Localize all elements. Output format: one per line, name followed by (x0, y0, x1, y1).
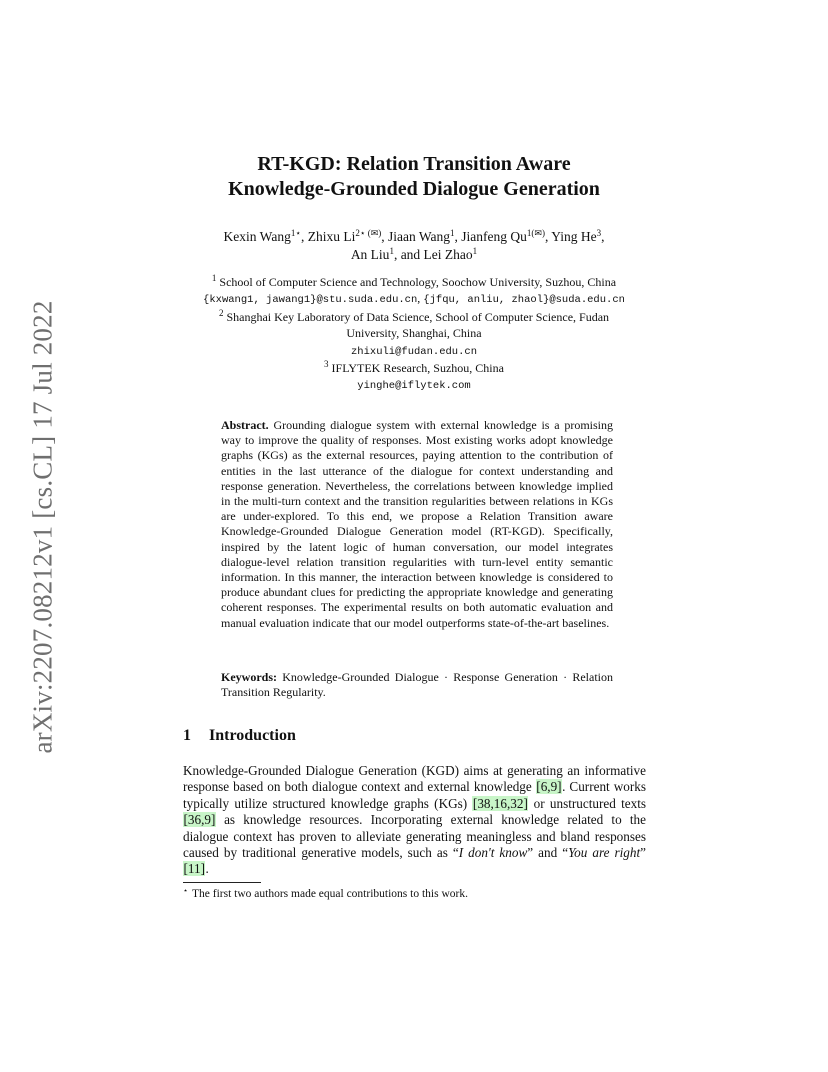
footnote-mark: ⋆ (183, 886, 189, 895)
author-name: , Zhixu Li (300, 229, 356, 244)
intro-text: ” (640, 845, 647, 861)
section-number: 1 (183, 727, 191, 744)
footnote-rule (183, 882, 261, 883)
affiliation-2-cont: University, Shanghai, China (346, 326, 482, 341)
citation-link[interactable]: [38,16,32] (472, 795, 528, 811)
affiliation-sup: 1 (211, 273, 217, 283)
keywords-text: Knowledge-Grounded Dialogue · Response Generation · Relation Transition Regularity. (221, 670, 613, 700)
affiliation-text: School of Computer Science and Technology, Soochow University, Suzhou, China (219, 275, 617, 289)
intro-text: . Current works typically utilize structured knowledge graphs (KGs) (183, 779, 646, 811)
author-sup: 1 (472, 246, 478, 256)
author-name: , Jiaan Wang (381, 229, 451, 244)
title-line-1: RT-KGD: Relation Transition Aware (257, 153, 571, 175)
author-line-1 (0, 228, 828, 246)
author-sep: , (601, 229, 605, 244)
email-link[interactable]: {kxwang1, jawang1}@stu.suda.edu.cn (203, 294, 418, 307)
section-heading (183, 727, 296, 745)
affiliation-sup: 3 (324, 359, 329, 370)
citation-link[interactable]: [36,9] (183, 812, 216, 828)
affiliation-2 (0, 309, 828, 325)
citation-link[interactable]: [11] (183, 861, 205, 877)
author-name: Kexin Wang (223, 229, 291, 244)
footnote (183, 886, 468, 900)
affiliation-1-emails (0, 290, 828, 308)
affiliation-text: Shanghai Key Laboratory of Data Science, School of Computer Science, Fudan (226, 309, 610, 324)
affiliations (0, 274, 828, 395)
intro-text: or unstructured texts (528, 795, 646, 811)
affiliation-1 (0, 274, 828, 290)
affiliation-2-email (0, 342, 828, 360)
email-link[interactable]: {jfqu, anliu, zhaol}@suda.edu.cn (423, 294, 625, 307)
author-sup: 2⋆ (✉) (355, 228, 382, 238)
intro-quote: I don't know (458, 845, 528, 861)
keywords (221, 670, 613, 700)
abstract-label: Abstract. (221, 418, 269, 432)
arxiv-id: arXiv:2207.08212v1 [cs.CL] 17 Jul 2022 (27, 300, 58, 754)
intro-quote: You are right (568, 845, 641, 861)
title-line-2: Knowledge-Grounded Dialogue Generation (228, 178, 600, 200)
email-link[interactable]: yinghe@iflytek.com (357, 380, 471, 393)
footnote-text: The first two authors made equal contributions to this work. (192, 888, 468, 900)
affiliation-3 (0, 360, 828, 376)
author-name: , Ying He (544, 229, 597, 244)
author-sup: 3 (596, 228, 602, 238)
abstract-text: Grounding dialogue system with external knowledge is a promising way to improve the quality of responses. Most existing works adopt knowledge graphs (KGs) as the external resources, paying attention to the contribution of entities in the last utterance of the dialogue for context understanding and response generation. Nevertheless, the correlations between knowledge implied in the multi-turn context and the transition regularities between relations in KGs are under-explored. To this end, we propose a Relation Transition aware Knowledge-Grounded Dialogue Generation model (RT-KGD). Specifically, inspired by the latent logic of human conversation, our model integrates dialogue-level relation transition regularities with turn-level entity semantic information. In this manner, the interaction between knowledge is considered to produce abundant clues for predicting the appropriate knowledge and generating coherent responses. The experimental results on both automatic evaluation and manual evaluation indicate that our model outperforms state-of-the-art baselines. (221, 418, 614, 630)
author-sup: 1 (389, 246, 394, 256)
citation-link[interactable]: [6,9] (536, 779, 562, 795)
affiliation-text: IFLYTEK Research, Suzhou, China (331, 361, 504, 376)
author-sup: 1⋆ (290, 228, 301, 238)
email-sep: , (417, 291, 424, 306)
author-line-2 (0, 246, 828, 264)
email-link[interactable]: zhixuli@fudan.edu.cn (350, 345, 478, 358)
author-sup: 1 (450, 228, 455, 238)
intro-text: as knowledge resources. Incorporating external knowledge related to the dialogue context has proven to alleviate generating meaningless and bland responses caused by traditional generative models, such as “ (183, 812, 646, 861)
intro-text: . (205, 861, 209, 877)
author-name: An Liu (350, 247, 390, 262)
affiliation-sup: 2 (218, 307, 224, 318)
author-name: , Jianfeng Qu (454, 229, 527, 244)
intro-text: Knowledge-Grounded Dialogue Generation (KGD) aims at generating an informative response based on both dialogue context and external knowledge (183, 763, 646, 795)
author-sup: 1(✉) (526, 228, 545, 238)
author-list (0, 228, 828, 264)
intro-paragraph (183, 763, 646, 878)
intro-text: ” and “ (527, 845, 569, 861)
keywords-label: Keywords: (221, 670, 277, 684)
affiliation-3-email (0, 376, 828, 394)
paper-title (0, 152, 828, 202)
abstract (221, 418, 613, 631)
author-name: , and Lei Zhao (393, 247, 473, 262)
section-title: Introduction (209, 727, 296, 744)
